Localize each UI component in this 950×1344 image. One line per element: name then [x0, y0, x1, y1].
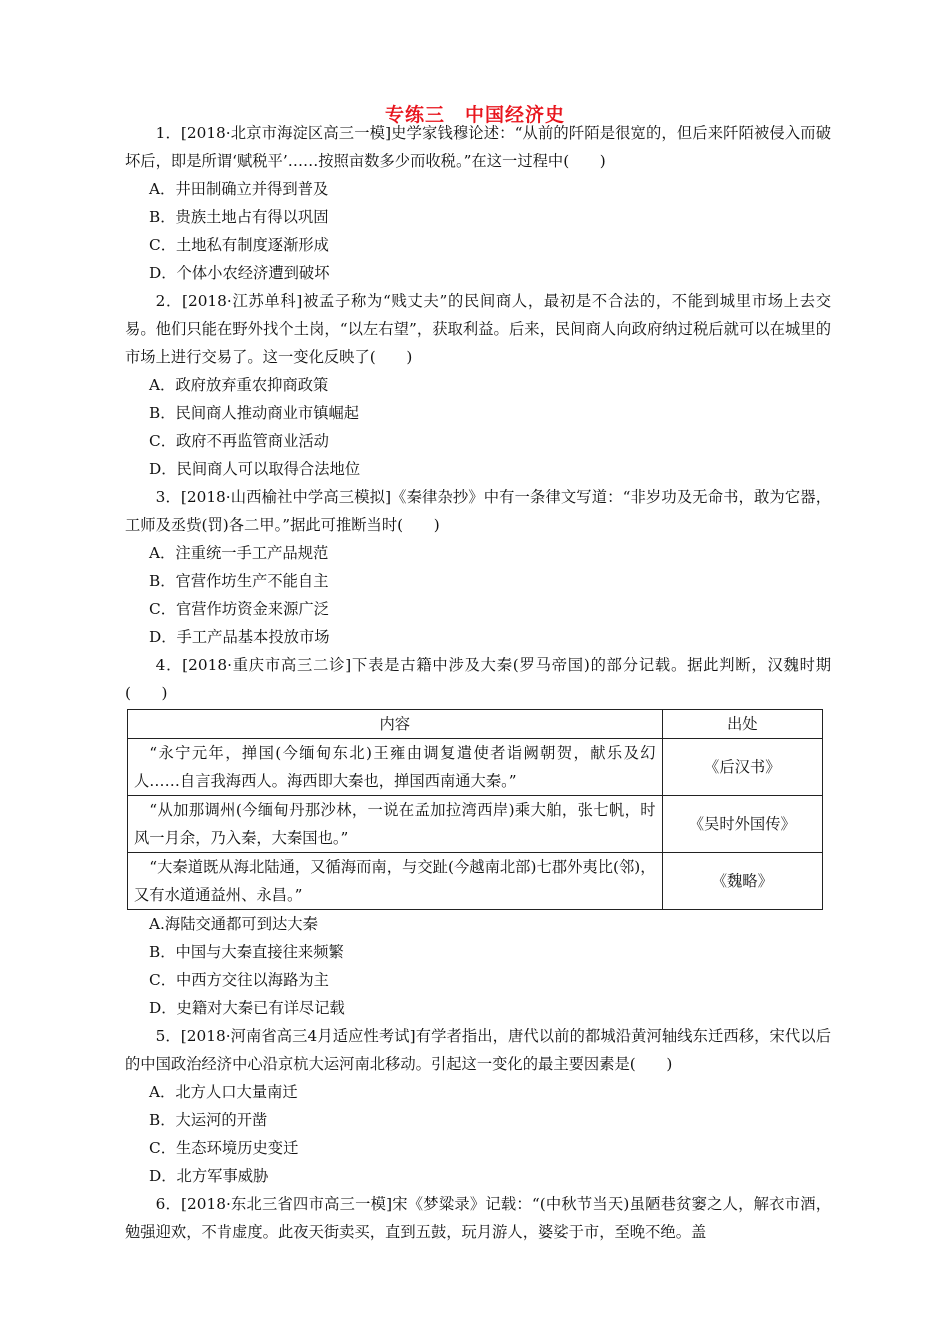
- question-5-stem: 5．[2018·河南省高三4月适应性考试]有学者指出，唐代以前的都城沿黄河轴线东迁西移，宋代以后的中国政治经济中心沿京杭大运河南北移动。引起这一变化的最主要因素是( ): [125, 1027, 831, 1073]
- table-row: [128, 853, 823, 910]
- table-header-row: [128, 710, 823, 739]
- question-4-option-a: A.海陆交通都可到达大秦: [149, 915, 318, 933]
- question-3-option-a: A．注重统一手工产品规范: [149, 544, 329, 562]
- question-1-option-a: A．井田制确立并得到普及: [149, 180, 329, 198]
- question-1-option-c: C．土地私有制度逐渐形成: [149, 236, 329, 254]
- table-cell-content: “从加那调州(今缅甸丹那沙林，一说在孟加拉湾西岸)乘大舶，张七帆，时风一月余，乃入秦，大秦国也。”: [128, 796, 663, 853]
- question-2-option-a: A．政府放弃重农抑商政策: [149, 376, 329, 394]
- question-4-option-c: C．中西方交往以海路为主: [149, 971, 329, 989]
- question-5-option-b: B．大运河的开凿: [149, 1111, 268, 1129]
- table-cell-content: “大秦道既从海北陆通，又循海而南，与交趾(今越南北部)七郡外夷比(邻)，又有水道通益州、永昌。”: [128, 853, 663, 910]
- question-list: [125, 119, 831, 1246]
- question-3-option-b: B．官营作坊生产不能自主: [149, 572, 329, 590]
- table-cell-content: “永宁元年，掸国(今缅甸东北)王雍由调复遣使者诣阙朝贺，献乐及幻人……自言我海西人。海西即大秦也，掸国西南通大秦。”: [128, 739, 663, 796]
- question-3-stem: 3．[2018·山西榆社中学高三模拟]《秦律杂抄》中有一条律文写道：“非岁功及无命书，敢为它器，工师及丞赀(罚)各二甲。”据此可推断当时( ): [125, 488, 831, 534]
- question-5-option-a: A．北方人口大量南迁: [149, 1083, 298, 1101]
- question-3-option-d: D．手工产品基本投放市场: [149, 628, 330, 646]
- question-2-option-c: C．政府不再监管商业活动: [149, 432, 329, 450]
- question-5-option-d: D．北方军事威胁: [149, 1167, 269, 1185]
- question-1-stem: 1．[2018·北京市海淀区高三一模]史学家钱穆论述：“从前的阡陌是很宽的，但后来阡陌被侵入而破坏后，即是所谓‘赋税平’……按照亩数多少而收税。”在这一过程中( ): [125, 124, 831, 170]
- question-2-stem: 2．[2018·江苏单科]被孟子称为“贱丈夫”的民间商人，最初是不合法的，不能到城里市场上去交易。他们只能在野外找个土岗，“以左右望”，获取利益。后来，民间商人向政府纳过税后就可以在城里的市场上进行交易了。这一变化反映了( ): [125, 292, 831, 366]
- question-4-option-d: D．史籍对大秦已有详尽记载: [149, 999, 345, 1017]
- table-row: [128, 739, 823, 796]
- table-cell-source: 《吴时外国传》: [662, 796, 822, 853]
- question-4-stem: 4．[2018·重庆市高三二诊]下表是古籍中涉及大秦(罗马帝国)的部分记载。据此判断，汉魏时期( ): [125, 656, 831, 702]
- question-4-option-b: B．中国与大秦直接往来频繁: [149, 943, 344, 961]
- question-2-option-d: D．民间商人可以取得合法地位: [149, 460, 361, 478]
- question-6-stem: 6．[2018·东北三省四市高三一模]宋《梦粱录》记载：“(中秋节当天)虽陋巷贫窭之人，解衣市酒，勉强迎欢，不肯虚度。此夜天街卖买，直到五鼓，玩月游人，婆娑于市，至晚不绝。盖: [125, 1195, 831, 1241]
- table-cell-source: 《魏略》: [662, 853, 822, 910]
- question-5-option-c: C．生态环境历史变迁: [149, 1139, 299, 1157]
- question-1-option-b: B．贵族土地占有得以巩固: [149, 208, 329, 226]
- source-table: [127, 709, 823, 910]
- question-3-option-c: C．官营作坊资金来源广泛: [149, 600, 329, 618]
- table-row: [128, 796, 823, 853]
- question-2-option-b: B．民间商人推动商业市镇崛起: [149, 404, 360, 422]
- table-header-content: 内容: [128, 710, 663, 739]
- table-header-source: 出处: [662, 710, 822, 739]
- table-cell-source: 《后汉书》: [662, 739, 822, 796]
- question-1-option-d: D．个体小农经济遭到破坏: [149, 264, 330, 282]
- page-title: 专练三 中国经济史: [384, 104, 565, 126]
